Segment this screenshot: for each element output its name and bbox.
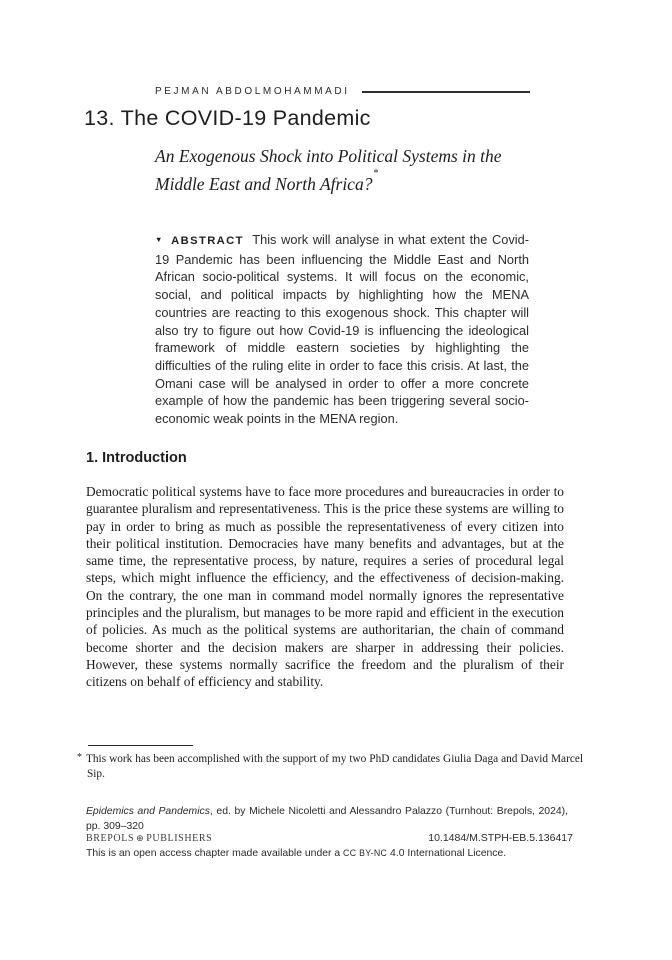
footnote-marker: * xyxy=(77,752,82,763)
footnote-text: This work has been accomplished with the support of my two PhD candidates Giulia Daga and David Marcel Sip. xyxy=(86,753,583,780)
credit-details: , ed. by Michele Nicoletti and Alessandro Palazzo (Turnhout: Brepols, 2024), pp. 309–320 xyxy=(86,806,568,832)
footnote xyxy=(77,752,583,782)
chapter-title: 13. The COVID-19 Pandemic xyxy=(84,106,371,130)
section-heading-introduction: 1. Introduction xyxy=(86,450,187,466)
subtitle-text: An Exogenous Shock into Political Systems in the Middle East and North Africa? xyxy=(155,146,502,194)
footnote-marker-superscript: * xyxy=(373,167,379,179)
doi-number: 10.1484/M.STPH-EB.5.136417 xyxy=(428,832,573,844)
author-name: PEJMAN ABDOLMOHAMMADI xyxy=(155,86,350,97)
abstract-text: This work will analyse in what extent the Covid-19 Pandemic has been influencing the Middle East and North African socio-political systems. It will focus on the economic, social, and political impacts by highlighting how the MENA countries are reacting to this exogenous shock. This chapter will also try to figure out how Covid-19 is influencing the ideological framework of middle eastern societies by highlighting the difficulties of the ruling elite in order to face this crisis. At last, the Omani case will be analysed in order to offer a more concrete example of how the pandemic has been triggering several socio-economic weak points in the MENA region. xyxy=(155,232,529,427)
license-cc-badge: CC BY-NC xyxy=(343,848,388,858)
license-prefix: This is an open access chapter made available under a xyxy=(86,848,344,859)
triangle-bullet-icon: ▼ xyxy=(155,235,164,244)
publisher-imprint xyxy=(86,833,212,844)
publication-credit xyxy=(86,805,568,834)
publisher-mark-icon: ⊕ xyxy=(136,833,145,843)
running-header xyxy=(155,86,530,97)
publisher-word: PUBLISHERS xyxy=(146,833,213,844)
header-rule xyxy=(362,91,530,92)
book-title: Epidemics and Pandemics xyxy=(86,806,210,817)
license-note xyxy=(86,848,506,859)
abstract-block xyxy=(155,231,529,428)
license-suffix: 4.0 International Licence. xyxy=(387,848,507,859)
footnote-divider xyxy=(88,745,193,746)
introduction-paragraph: Democratic political systems have to face more procedures and bureaucracies in order to guarantee pluralism and representativeness. This is the price these systems are willing to pay in order to bring as much as possible the representativeness of every citizen into their political institution. Democracies have many benefits and advantages, but at the same time, the representative process, by nature, requires a series of procedural legal steps, which might influence the efficiency, and the effectiveness of decision-making. On the contrary, the one man in command model normally ignores the representative principles and the pluralism, but manages to be more rapid and efficient in the execution of policies. As much as the political systems are authoritarian, the chain of command become shorter and the decision makers are sharper in addressing their policies. However, these systems normally sacrifice the freedom and the pluralism of their citizens on behalf of efficiency and stability. xyxy=(86,484,564,690)
abstract-label: ABSTRACT xyxy=(171,235,244,247)
publisher-name: BREPOLS xyxy=(86,833,135,844)
chapter-subtitle xyxy=(155,145,541,196)
publisher-row xyxy=(86,832,573,844)
